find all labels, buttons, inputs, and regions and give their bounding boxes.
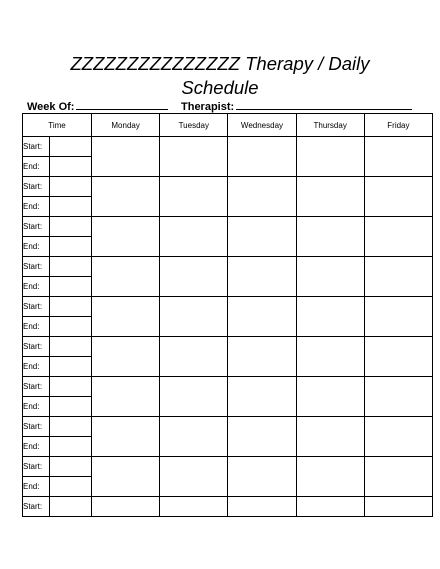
schedule-cell[interactable] [160,137,228,177]
end-label: End: [23,477,50,497]
start-time-cell[interactable] [50,457,92,477]
schedule-cell[interactable] [92,457,160,497]
schedule-cell[interactable] [160,337,228,377]
schedule-cell[interactable] [296,137,364,177]
end-label: End: [23,437,50,457]
time-slot-start-row [23,177,433,197]
column-header-friday: Friday [364,114,432,137]
start-label: Start: [23,377,50,397]
schedule-cell[interactable] [160,297,228,337]
schedule-cell[interactable] [296,217,364,257]
end-label: End: [23,157,50,177]
week-of-label: Week Of: [27,101,75,113]
schedule-cell[interactable] [92,337,160,377]
start-label: Start: [23,337,50,357]
end-time-cell[interactable] [50,317,92,337]
time-slot-start-row [23,377,433,397]
start-label: Start: [23,297,50,317]
end-time-cell[interactable] [50,477,92,497]
therapist-field [181,100,412,113]
start-time-cell[interactable] [50,417,92,437]
schedule-cell[interactable] [228,337,296,377]
schedule-cell[interactable] [228,297,296,337]
schedule-cell[interactable] [228,257,296,297]
schedule-cell[interactable] [160,217,228,257]
column-header-monday: Monday [92,114,160,137]
time-slot-start-row [23,337,433,357]
time-slot-start-row [23,257,433,277]
schedule-cell[interactable] [92,257,160,297]
schedule-cell[interactable] [296,177,364,217]
end-label: End: [23,357,50,377]
time-slot-start-row [23,217,433,237]
end-time-cell[interactable] [50,397,92,417]
schedule-cell[interactable] [296,337,364,377]
start-time-cell[interactable] [50,217,92,237]
schedule-cell[interactable] [296,417,364,457]
start-label: Start: [23,457,50,477]
schedule-cell[interactable] [364,497,432,517]
end-label: End: [23,237,50,257]
schedule-cell[interactable] [160,457,228,497]
end-time-cell[interactable] [50,277,92,297]
schedule-cell[interactable] [364,217,432,257]
end-time-cell[interactable] [50,197,92,217]
week-of-field [27,100,168,113]
schedule-cell[interactable] [228,177,296,217]
start-label: Start: [23,177,50,197]
schedule-cell[interactable] [364,457,432,497]
start-label: Start: [23,137,50,157]
start-label: Start: [23,257,50,277]
schedule-cell[interactable] [364,377,432,417]
start-time-cell[interactable] [50,137,92,157]
schedule-cell[interactable] [364,137,432,177]
schedule-cell[interactable] [160,497,228,517]
start-time-cell[interactable] [50,257,92,277]
end-label: End: [23,397,50,417]
start-label: Start: [23,217,50,237]
schedule-cell[interactable] [364,417,432,457]
start-time-cell[interactable] [50,297,92,317]
schedule-body [23,137,433,517]
time-slot-start-row [23,457,433,477]
schedule-cell[interactable] [364,337,432,377]
schedule-cell[interactable] [92,497,160,517]
schedule-cell[interactable] [296,297,364,337]
schedule-cell[interactable] [92,137,160,177]
end-time-cell[interactable] [50,437,92,457]
schedule-cell[interactable] [364,177,432,217]
schedule-cell[interactable] [92,217,160,257]
start-time-cell[interactable] [50,497,92,517]
schedule-cell[interactable] [92,177,160,217]
column-header-thursday: Thursday [296,114,364,137]
end-time-cell[interactable] [50,237,92,257]
schedule-cell[interactable] [296,257,364,297]
schedule-table [22,113,433,517]
schedule-cell[interactable] [228,417,296,457]
start-label: Start: [23,417,50,437]
column-header-tuesday: Tuesday [160,114,228,137]
schedule-cell[interactable] [92,297,160,337]
start-time-cell[interactable] [50,337,92,357]
schedule-cell[interactable] [228,217,296,257]
schedule-cell[interactable] [92,417,160,457]
schedule-cell[interactable] [92,377,160,417]
end-label: End: [23,317,50,337]
schedule-cell[interactable] [364,297,432,337]
column-header-time: Time [23,114,92,137]
schedule-cell[interactable] [296,497,364,517]
start-time-cell[interactable] [50,377,92,397]
schedule-cell[interactable] [160,417,228,457]
therapist-label: Therapist: [181,101,235,113]
schedule-cell[interactable] [160,177,228,217]
schedule-cell[interactable] [160,377,228,417]
schedule-cell[interactable] [228,377,296,417]
schedule-cell[interactable] [296,457,364,497]
time-slot-start-row [23,497,433,517]
week-of-blank-line[interactable] [76,100,168,110]
schedule-cell[interactable] [228,137,296,177]
start-label: Start: [23,497,50,517]
end-time-cell[interactable] [50,157,92,177]
time-slot-start-row [23,297,433,317]
time-slot-start-row [23,137,433,157]
header-row [23,114,433,137]
start-time-cell[interactable] [50,177,92,197]
schedule-cell[interactable] [364,257,432,297]
end-label: End: [23,277,50,297]
time-slot-start-row [23,417,433,437]
schedule-title-line-2: Schedule [181,77,259,98]
schedule-title-line-1: ZZZZZZZZZZZZZZZ Therapy / Daily [70,53,370,74]
schedule-cell[interactable] [160,257,228,297]
schedule-cell[interactable] [296,377,364,417]
schedule-cell[interactable] [228,457,296,497]
end-label: End: [23,197,50,217]
therapist-blank-line[interactable] [236,100,412,110]
column-header-wednesday: Wednesday [228,114,296,137]
schedule-cell[interactable] [228,497,296,517]
end-time-cell[interactable] [50,357,92,377]
